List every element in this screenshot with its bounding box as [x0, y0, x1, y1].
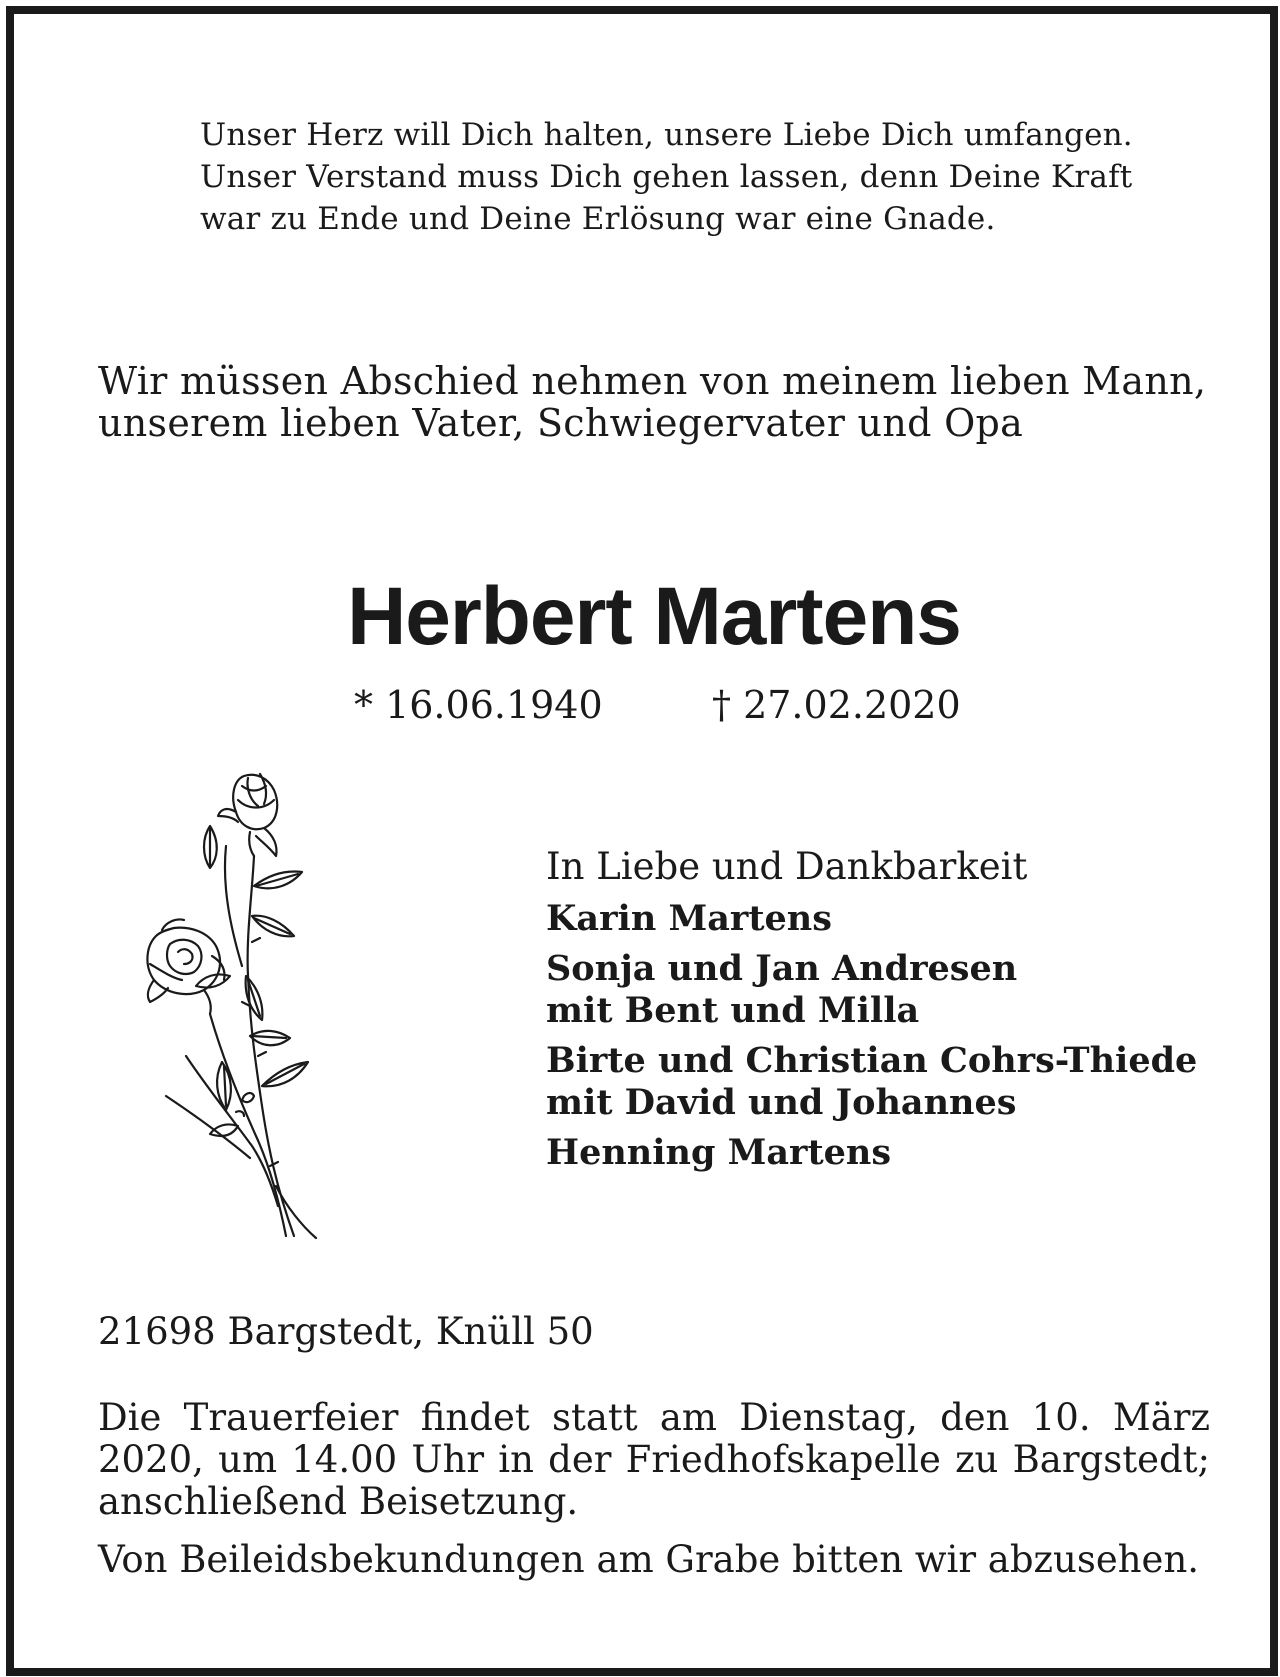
mourner-family: mit Bent und Milla: [546, 990, 920, 1031]
ceremony-line: 2020, um 14.00 Uhr in der Friedhofskapelle zu Bargstedt;: [98, 1438, 1210, 1481]
obituary-notice: [6, 6, 1278, 1676]
mourner-name: Henning Martens: [546, 1132, 892, 1173]
birth-date: * 16.06.1940: [354, 683, 603, 727]
rose-drawing-icon: [126, 766, 346, 1246]
intro-line: unserem lieben Vater, Schwiegervater und Opa: [98, 401, 1024, 445]
family-address: 21698 Bargstedt, Knüll 50: [98, 1310, 594, 1353]
motto-line: Unser Herz will Dich halten, unsere Liebe Dich umfangen.: [200, 117, 1133, 153]
intro-line: Wir müssen Abschied nehmen von meinem lieben Mann,: [98, 359, 1207, 403]
funeral-service-info: [98, 1397, 1210, 1523]
mourner-entry: [546, 1132, 1246, 1174]
mourner-entry: [546, 898, 1246, 940]
motto-verse: [200, 114, 1220, 240]
mourner-family: mit David und Johannes: [546, 1082, 1017, 1123]
mourner-name: Karin Martens: [546, 898, 832, 939]
mourners-intro: In Liebe und Dankbarkeit: [546, 845, 1028, 888]
ceremony-line: anschließend Beisetzung.: [98, 1480, 579, 1523]
motto-line: Unser Verstand muss Dich gehen lassen, denn Deine Kraft: [200, 159, 1133, 195]
mourner-entry: [546, 1040, 1246, 1124]
mourners-block: [546, 844, 1246, 1182]
mourner-name: Sonja und Jan Andresen: [546, 948, 1018, 989]
mourner-entry: [546, 948, 1246, 1032]
ceremony-line: Die Trauerfeier findet statt am Dienstag, den 10. März: [98, 1396, 1210, 1439]
deceased-name: Herbert Martens: [347, 571, 961, 662]
motto-line: war zu Ende und Deine Erlösung war eine Gnade.: [200, 201, 996, 237]
farewell-intro: [98, 360, 1218, 444]
death-date: † 27.02.2020: [712, 683, 961, 727]
mourner-name: Birte und Christian Cohrs-Thiede: [546, 1040, 1198, 1081]
condolence-note: Von Beileidsbekundungen am Grabe bitten wir abzusehen.: [98, 1538, 1200, 1581]
